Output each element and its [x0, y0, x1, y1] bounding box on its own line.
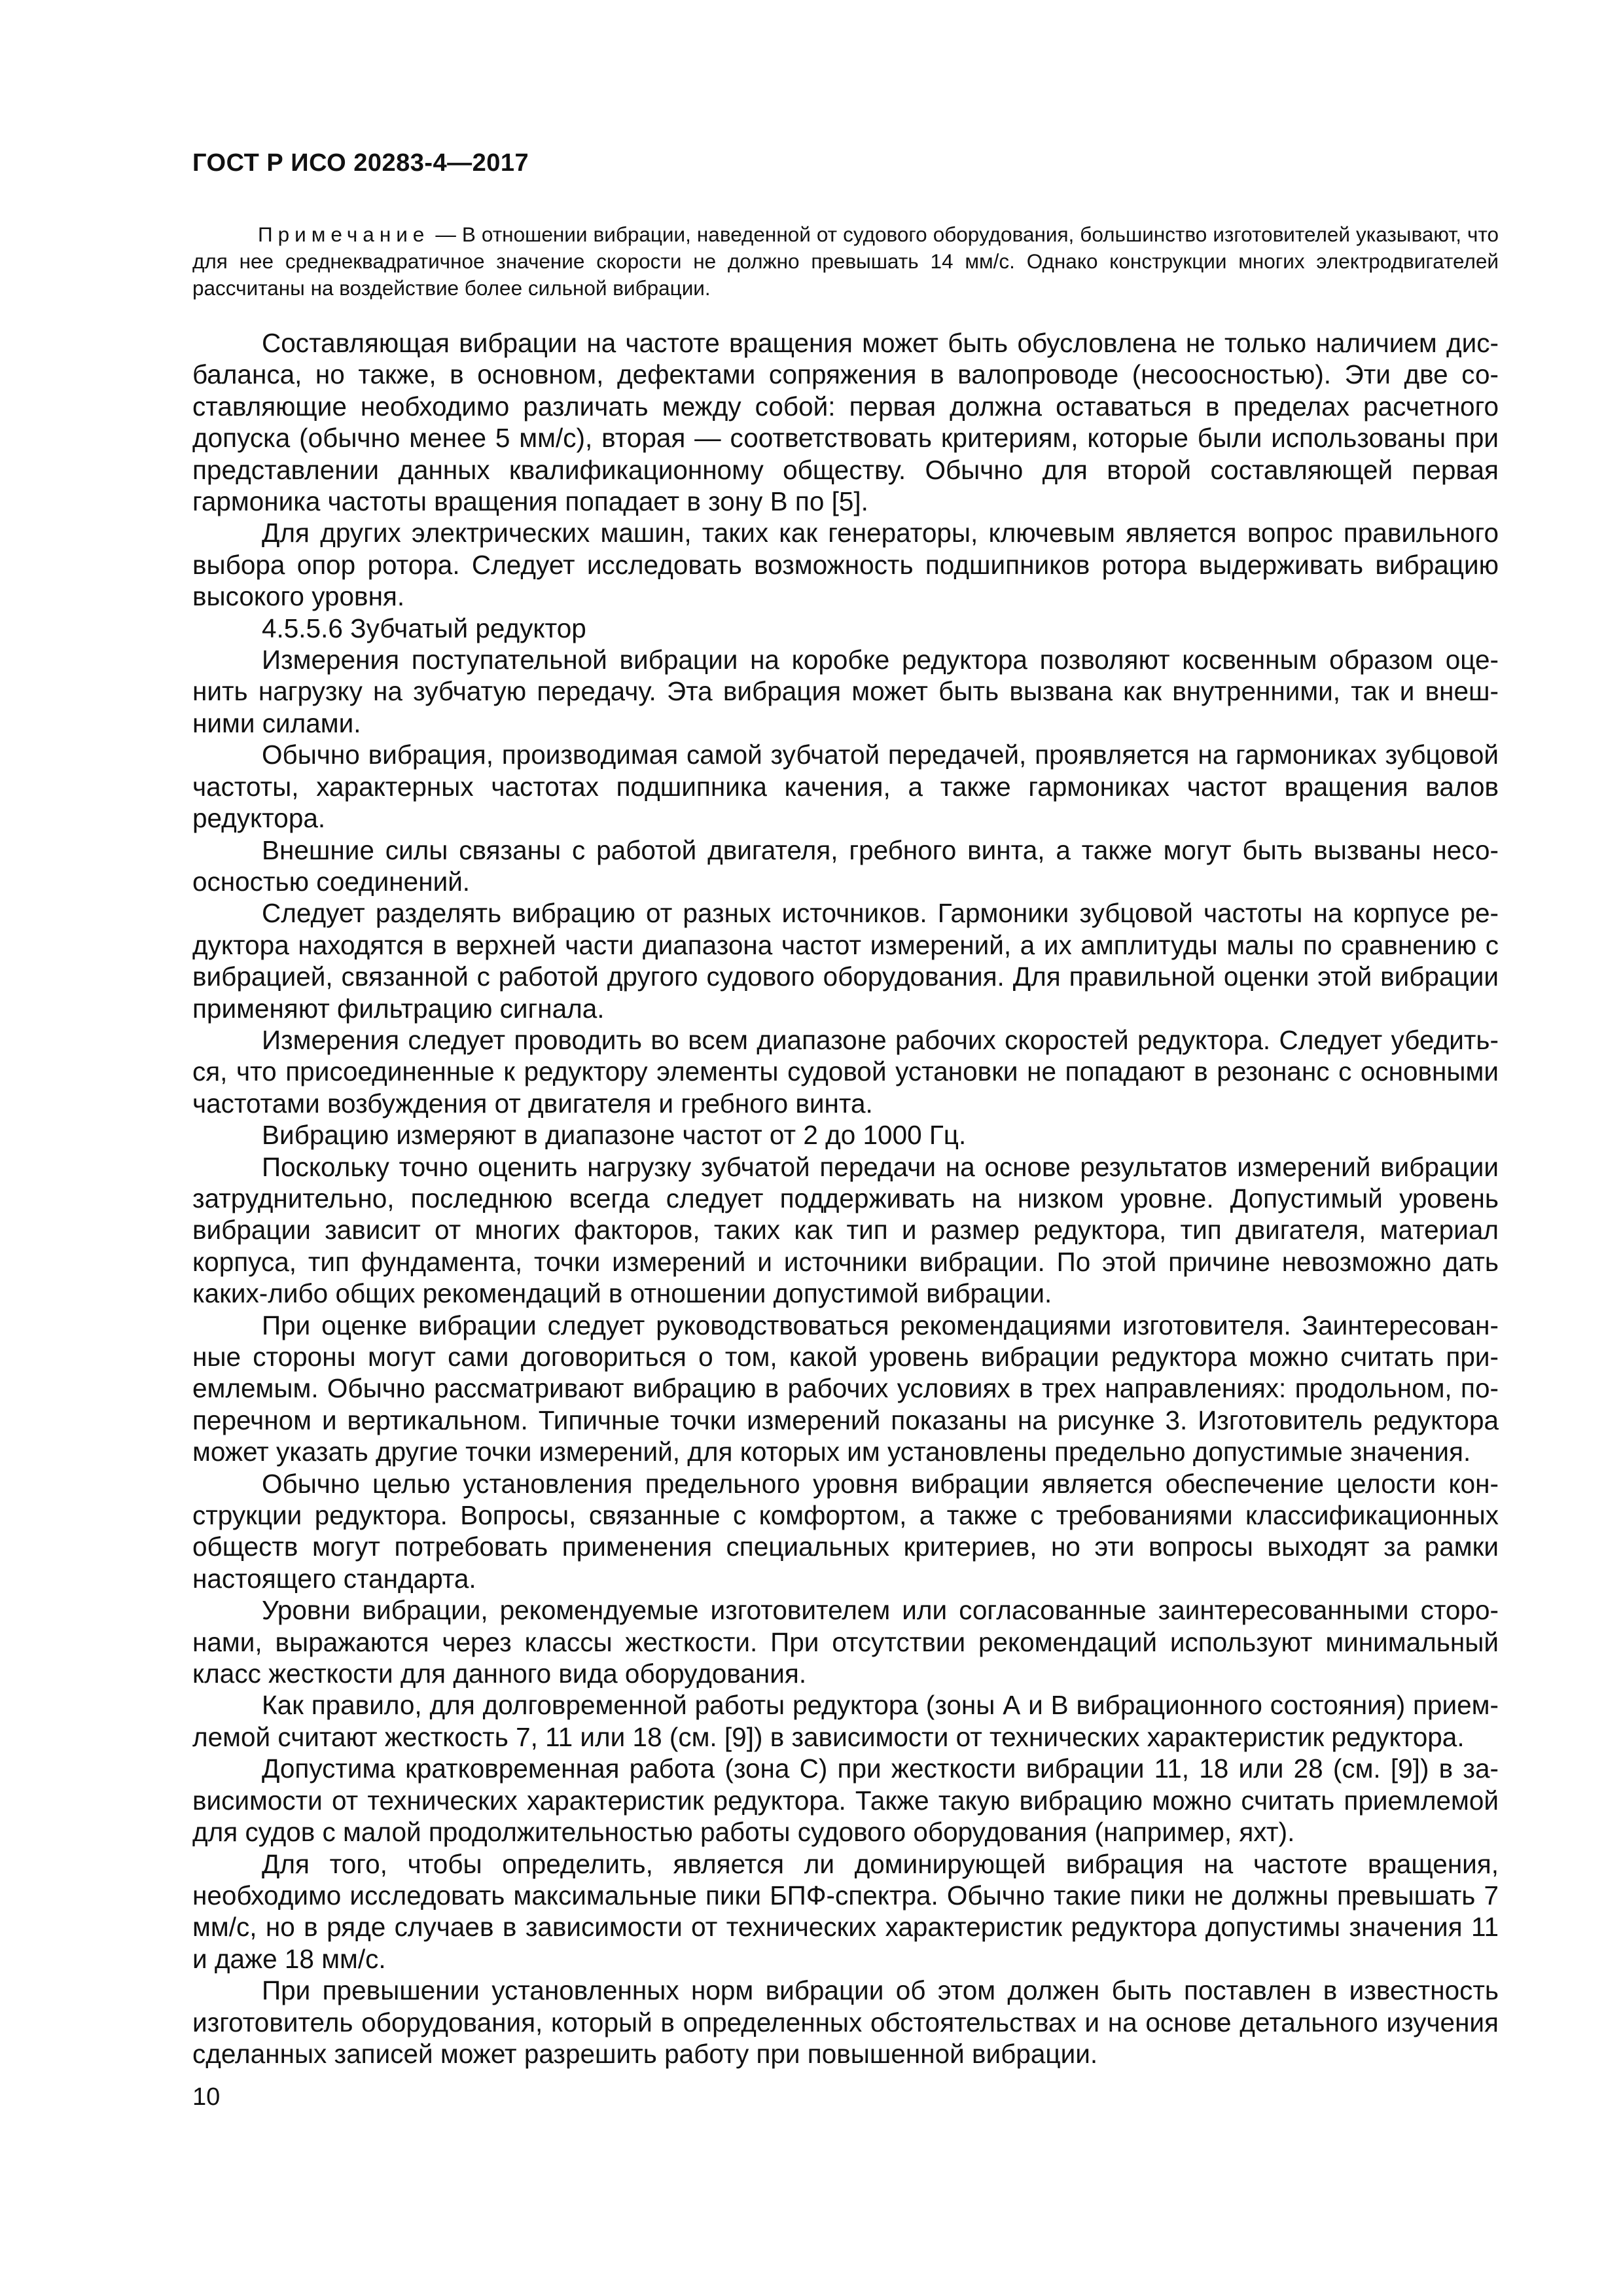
document-header: ГОСТ Р ИСО 20283-4—2017 — [192, 149, 529, 177]
paragraph: Для того, чтобы определить, является ли доминирующей вибрация на частоте вращения, необходимо исследовать максимальные пики БПФ-спектра. Обычно такие пики не должны превышать 7 мм/с, но в ряде случаев в зависимости от технических характеристик редуктора допустимы значения 11 и даже 18 мм/с. — [192, 1848, 1499, 1974]
paragraph: Как правило, для долговременной работы редуктора (зоны А и В вибрационного состояния) приемлемой считают жесткость 7, 11 или 18 (см. [9]) в зависимости от технических характеристик редуктора. — [192, 1690, 1499, 1752]
paragraph: Внешние силы связаны с работой двигателя, гребного винта, а также могут быть вызваны несоосностью соединений. — [192, 834, 1499, 897]
note — [192, 221, 1499, 302]
paragraph: Поскольку точно оценить нагрузку зубчатой передачи на основе результатов измерений вибрации затруднительно, последнюю всегда следует поддерживать на низком уровне. Допустимый уровень вибрации зависит от многих факторов, таких как тип и размер редуктора, тип двигателя, материал корпуса, тип фундамента, точки измерений и источники вибрации. По этой причине невозможно дать каких-либо общих рекомендаций в отношении допустимой вибрации. — [192, 1151, 1499, 1309]
paragraph: Вибрацию измеряют в диапазоне частот от 2 до 1000 Гц. — [262, 1120, 967, 1151]
paragraph: Обычно целью установления предельного уровня вибрации является обеспечение целости конструкции редуктора. Вопросы, связанные с комфортом, а также с требованиями классификационных обществ могут потребовать применения специальных критериев, но эти вопросы выходят за рамки настоящего стандарта. — [192, 1468, 1499, 1594]
paragraph: Допустима кратковременная работа (зона С) при жесткости вибрации 11, 18 или 28 (см. [9]) в зависимости от технических характеристик редуктора. Также такую вибрацию можно считать приемлемой для судов с малой продолжительностью работы судового оборудования (например, яхт). — [192, 1753, 1499, 1848]
paragraph: Составляющая вибрации на частоте вращения может быть обусловлена не только наличием дисбаланса, но также, в основном, дефектами сопряжения в валопроводе (несоосностью). Эти две составляющие необходимо различать между собой: первая должна оставаться в пределах расчетного допуска (обычно менее 5 мм/с), вторая — соответствовать критериям, которые были использованы при представлении данных квалификационному обществу. Обычно для второй составляющей первая гармоника частоты вращения попадает в зону В по [5]. — [192, 328, 1499, 517]
paragraph: Уровни вибрации, рекомендуемые изготовителем или согласованные заинтересованными сторонами, выражаются через классы жесткости. При отсутствии рекомендаций используют минимальный класс жесткости для данного вида оборудования. — [192, 1595, 1499, 1689]
paragraph: При оценке вибрации следует руководствоваться рекомендациями изготовителя. Заинтересованные стороны могут сами договориться о том, какой уровень вибрации редуктора можно считать приемлемым. Обычно рассматривают вибрацию в рабочих условиях в трех направлениях: продольном, поперечном и вертикальном. Типичные точки измерений показаны на рисунке 3. Изготовитель редуктора может указать другие точки измерений, для которых им установлены предельно допустимые значения. — [192, 1310, 1499, 1467]
note-label: Примечание — [258, 223, 430, 246]
paragraph: Измерения следует проводить во всем диапазоне рабочих скоростей редуктора. Следует убедиться, что присоединенные к редуктору элементы судовой установки не попадают в резонанс с основными частотами возбуждения от двигателя и гребного винта. — [192, 1024, 1499, 1119]
paragraph: Измерения поступательной вибрации на коробке редуктора позволяют косвенным образом оценить нагрузку на зубчатую передачу. Эта вибрация может быть вызвана как внутренними, так и внешними силами. — [192, 645, 1499, 738]
page-number: 10 — [192, 2083, 221, 2111]
paragraph: При превышении установленных норм вибрации об этом должен быть поставлен в известность изготовитель оборудования, который в определенных обстоятельствах и на основе детального изучения сделанных записей может разрешить работу при повышенной вибрации. — [192, 1975, 1499, 2069]
note-text: — В отношении вибрации, наведенной от судового оборудования, большинство изготовителей указывают, что для нее среднеквадратичное значение скорости не должно превышать 14 мм/с. Однако конструкции многих электродвигателей рассчитаны на воздействие более сильной вибрации. — [192, 223, 1499, 300]
paragraph: Для других электрических машин, таких как генераторы, ключевым является вопрос правильного выбора опор ротора. Следует исследовать возможность подшипников ротора выдерживать вибрацию высокого уровня. — [192, 518, 1499, 612]
paragraph: Обычно вибрация, производимая самой зубчатой передачей, проявляется на гармониках зубцовой частоты, характерных частотах подшипника качения, а также гармониках частот вращения валов редуктора. — [192, 740, 1499, 834]
paragraph: Следует разделять вибрацию от разных источников. Гармоники зубцовой частоты на корпусе редуктора находятся в верхней части диапазона частот измерений, а их амплитуды малы по сравнению с вибрацией, связанной с работой другого судового оборудования. Для правильной оценки этой вибрации применяют фильтрацию сигнала. — [192, 898, 1499, 1024]
section-heading: 4.5.5.6 Зубчатый редуктор — [262, 613, 586, 643]
body-text — [192, 327, 1499, 2070]
